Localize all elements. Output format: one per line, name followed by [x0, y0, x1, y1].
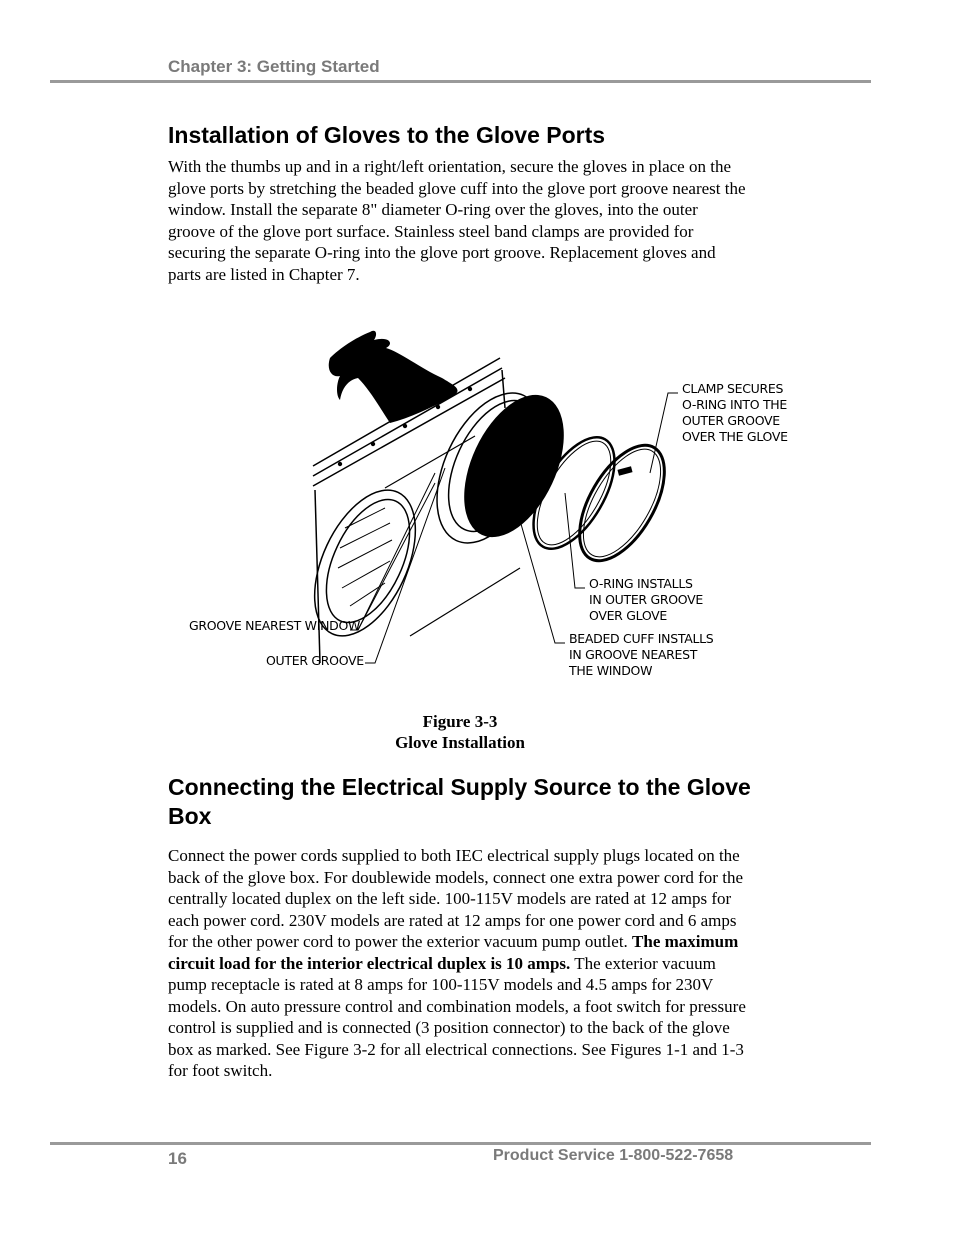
footer-rule — [50, 1142, 871, 1145]
electrical-bold-statement: The maximum circuit load for the interior electrical duplex is 10 amps. — [168, 932, 739, 973]
figure-caption-title: Glove Installation — [395, 733, 525, 752]
header-rule — [50, 80, 871, 83]
band-clamp — [562, 432, 681, 575]
label-cuff-2: IN GROOVE NEAREST — [569, 647, 698, 662]
electrical-text-part-1: Connect the power cords supplied to both IEC electrical supply plugs located on the back of the glove box. For doublewide models, connect one extra power cord for the centrally located duplex on the left side. 100-115V models are rated at 12 amps for each power cord. 230V models are rated at 12 amps for one power cord and 6 amps for the other power cord to power the exterior vacuum pump outlet. — [168, 846, 743, 951]
label-cuff-3: THE WINDOW — [569, 663, 653, 678]
product-service-phone: Product Service 1-800-522-7658 — [493, 1147, 734, 1164]
label-clamp-4: OVER THE GLOVE — [682, 429, 788, 444]
glove-installation-paragraph: With the thumbs up and in a right/left orientation, secure the gloves in place on the glove ports by stretching the beaded glove cuff into the glove port groove nearest the window. Install the separate 8" diameter O-ring over the gloves, into the outer groove of the glove port surface. Stainless steel band clamps are provided for securing the separate O-ring into the glove port groove. Replacement gloves and parts are listed in Chapter 7. — [168, 157, 746, 284]
label-groove-nearest-window: GROOVE NEAREST WINDOW — [189, 618, 361, 633]
glove-installation-drawing — [180, 318, 800, 690]
glove-installation-figure — [180, 318, 800, 690]
label-clamp-1: CLAMP SECURES — [682, 381, 784, 396]
section-heading-electrical-supply: Connecting the Electrical Supply Source to the Glove Box — [168, 774, 751, 829]
label-oring-1: O-RING INSTALLS — [589, 576, 693, 591]
electrical-supply-paragraph — [168, 845, 758, 1082]
label-outer-groove: OUTER GROOVE — [266, 653, 364, 668]
electrical-text-part-2: The exterior vacuum pump receptacle is rated at 8 amps for 100-115V models and 4.5 amps for 230V models. On auto pressure control and combination models, a foot switch for pressure control is supplied and is connected (3 position connector) to the back of the glove box as marked. See Figure 3-2 for all electrical connections. See Figures 1-1 and 1-3 for foot switch. — [168, 953, 746, 1080]
beaded-glove-cuff — [444, 379, 584, 552]
label-clamp-3: OUTER GROOVE — [682, 413, 780, 428]
label-clamp-2: O-RING INTO THE — [682, 397, 787, 412]
label-oring-3: OVER GLOVE — [589, 608, 667, 623]
page-number: 16 — [168, 1149, 187, 1168]
label-oring-2: IN OUTER GROOVE — [589, 592, 703, 607]
section-heading-glove-installation: Installation of Gloves to the Glove Ports — [168, 122, 606, 148]
running-header: Chapter 3: Getting Started — [168, 57, 380, 76]
figure-caption-number: Figure 3-3 — [422, 712, 498, 731]
label-cuff-1: BEADED CUFF INSTALLS — [569, 631, 714, 646]
